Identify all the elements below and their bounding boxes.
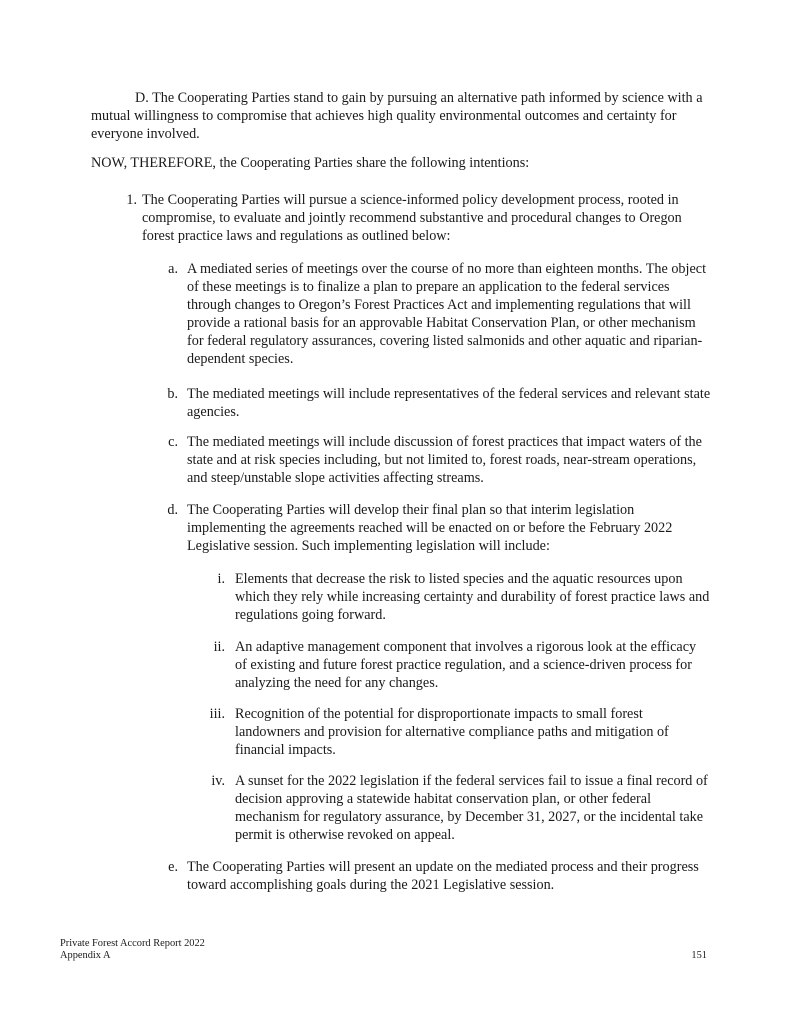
list-item-text: Recognition of the potential for disproportionate impacts to small forest landowners and provision for alternative compliance paths and mitigation of financial impacts. xyxy=(235,706,669,758)
list-marker: b. xyxy=(167,386,178,402)
list-marker: iii. xyxy=(209,706,225,722)
list-item-text: The mediated meetings will include discussion of forest practices that impact waters of the state and at risk species including, but not limited to, forest roads, near-stream operations, and steep/unstable slope activities affecting streams. xyxy=(187,434,702,486)
list-marker: i. xyxy=(217,571,225,587)
list-marker: d. xyxy=(167,502,178,518)
list-marker: ii. xyxy=(213,639,225,655)
paragraph-now-therefore: NOW, THEREFORE, the Cooperating Parties share the following intentions: xyxy=(91,155,530,171)
list-item-text: The mediated meetings will include representatives of the federal services and relevant state agencies. xyxy=(187,386,711,420)
list-item-iii xyxy=(91,705,711,759)
list-item-1 xyxy=(91,191,711,245)
page-footer xyxy=(60,938,707,961)
list-item-ii xyxy=(91,638,711,692)
list-marker: 1. xyxy=(126,192,137,208)
list-marker: c. xyxy=(168,434,178,450)
list-item-text: The Cooperating Parties will pursue a science-informed policy development process, rooted in compromise, to evaluate and jointly recommend substantive and procedural changes to Oregon forest practice laws and regulations as outlined below: xyxy=(142,192,682,244)
list-item-text: Elements that decrease the risk to listed species and the aquatic resources upon which they rely while increasing certainty and durability of forest practice laws and regulations going forward. xyxy=(235,571,710,623)
list-item-d xyxy=(91,501,711,555)
list-item-text: The Cooperating Parties will develop their final plan so that interim legislation implementing the agreements reached will be enacted on or before the February 2022 Legislative session. Such implementing legislation will include: xyxy=(187,502,673,554)
list-marker: iv. xyxy=(211,773,225,789)
list-item-b xyxy=(91,385,711,421)
footer-report-title: Private Forest Accord Report 2022 xyxy=(60,938,205,949)
list-item-i xyxy=(91,570,711,624)
list-item-e xyxy=(91,858,711,894)
list-item-iv xyxy=(91,772,711,844)
list-marker: e. xyxy=(168,859,178,875)
list-item-c xyxy=(91,433,711,487)
paragraph-d: D. The Cooperating Parties stand to gain by pursuing an alternative path informed by science with a mutual willingness to compromise that achieves high quality environmental outcomes and certainty for everyone involved. xyxy=(91,90,703,142)
list-item-text: A mediated series of meetings over the course of no more than eighteen months. The object of these meetings is to finalize a plan to prepare an application to the federal services through changes to Oregon’s Forest Practices Act and implementing regulations that will provide a rational basis for an approvable Habitat Conservation Plan, or other mechanism for federal regulatory assurances, covering listed salmonids and other aquatic and riparian-dependent species. xyxy=(187,261,707,367)
list-marker: a. xyxy=(168,261,178,277)
list-item-a xyxy=(91,260,711,368)
list-item-text: An adaptive management component that involves a rigorous look at the efficacy of existing and future forest practice regulation, and a science-driven process for analyzing the need for any changes. xyxy=(235,639,697,691)
list-item-text: The Cooperating Parties will present an update on the mediated process and their progress toward accomplishing goals during the 2021 Legislative session. xyxy=(187,859,699,893)
page-number: 151 xyxy=(691,949,707,961)
list-item-text: A sunset for the 2022 legislation if the federal services fail to issue a final record of decision approving a statewide habitat conservation plan, or other federal mechanism for regulatory assurance, by December 31, 2027, or the incidental take permit is otherwise revoked on appeal. xyxy=(235,773,708,843)
footer-appendix-label: Appendix A xyxy=(60,949,111,961)
